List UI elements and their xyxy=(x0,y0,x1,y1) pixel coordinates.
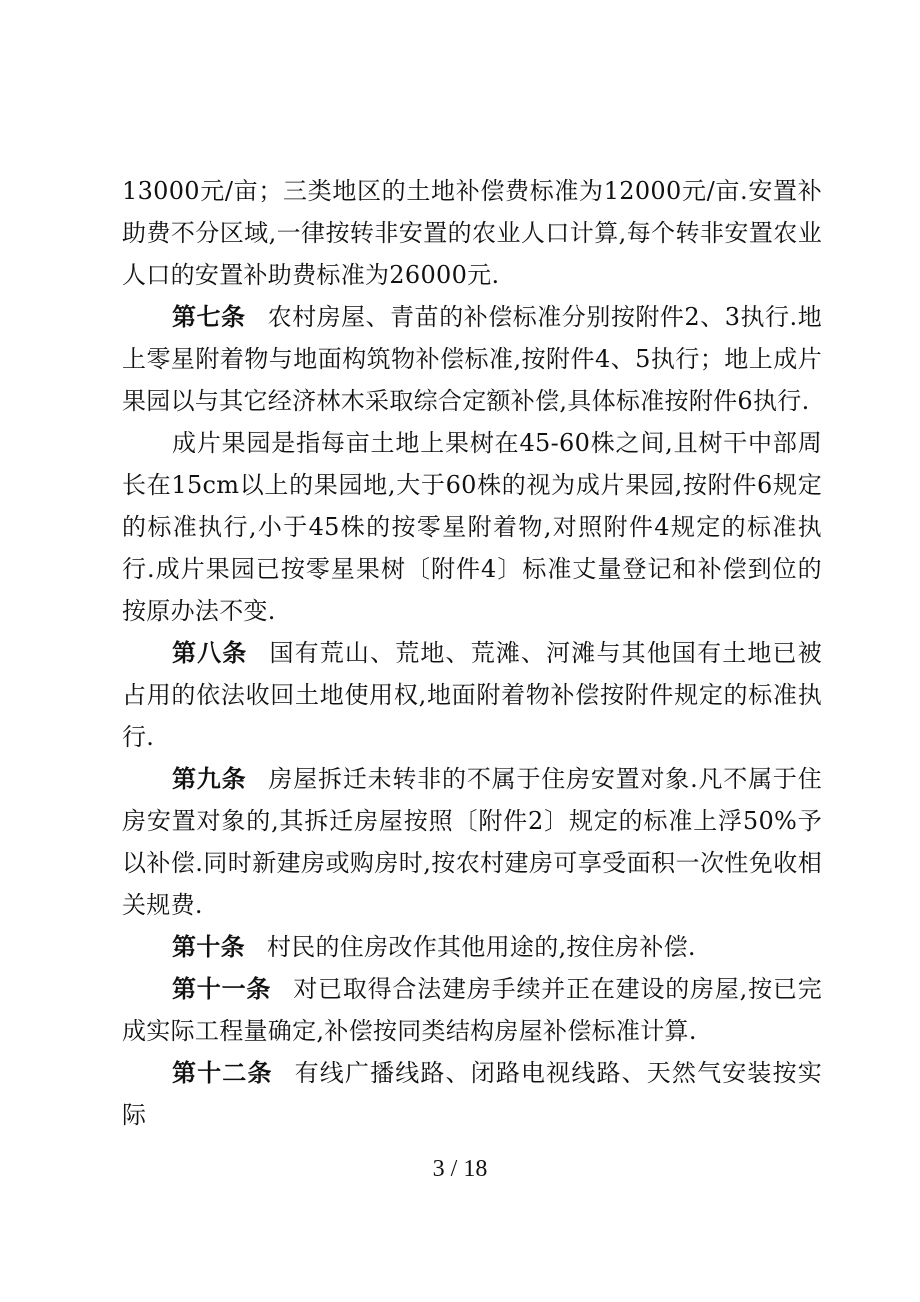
article-heading: 第十一条 xyxy=(172,975,272,1003)
article-8 xyxy=(122,632,822,758)
paragraph-text: 13000元/亩；三类地区的土地补偿费标准为12000元/亩.安置补助费不分区域,一律按转非安置的农业人口计算,每个转非安置农业人口的安置补助费标准为26000元. xyxy=(122,177,822,289)
paragraph-text: 国有荒山、荒地、荒滩、河滩与其他国有土地已被占用的依法收回土地使用权,地面附着物补偿按附件规定的标准执行. xyxy=(122,639,822,751)
orchard-definition-paragraph xyxy=(122,422,822,632)
article-heading: 第七条 xyxy=(172,303,246,331)
paragraph-text: 村民的住房改作其他用途的,按住房补偿. xyxy=(266,933,696,961)
article-10 xyxy=(122,926,822,968)
article-heading: 第十条 xyxy=(172,933,245,961)
paragraph-text: 对已取得合法建房手续并正在建设的房屋,按已完成实际工程量确定,补偿按同类结构房屋补偿标准计算. xyxy=(122,975,822,1045)
article-7 xyxy=(122,296,822,422)
paragraph-continuation xyxy=(122,170,822,296)
paragraph-text: 农村房屋、青苗的补偿标准分别按附件2、3执行.地上零星附着物与地面构筑物补偿标准,按附件4、5执行；地上成片果园以与其它经济林木采取综合定额补偿,具体标准按附件6执行. xyxy=(122,303,822,415)
article-heading: 第十二条 xyxy=(172,1059,273,1087)
article-heading: 第九条 xyxy=(172,765,247,793)
article-9 xyxy=(122,758,822,926)
paragraph-text: 成片果园是指每亩土地上果树在45-60株之间,且树干中部周长在15cm以上的果园地,大于60株的视为成片果园,按附件6规定的标准执行,小于45株的按零星附着物,对照附件4规定的标准执行.成片果园已按零星果树〔附件4〕标准丈量登记和补偿到位的按原办法不变. xyxy=(122,429,822,625)
page-number: 3 / 18 xyxy=(432,1156,488,1182)
document-body xyxy=(122,170,822,1136)
article-11 xyxy=(122,968,822,1052)
paragraph-text: 有线广播线路、闭路电视线路、天然气安装按实际 xyxy=(122,1059,822,1129)
article-heading: 第八条 xyxy=(172,639,248,667)
article-12 xyxy=(122,1052,822,1136)
paragraph-text: 房屋拆迁未转非的不属于住房安置对象.凡不属于住房安置对象的,其拆迁房屋按照〔附件2〕规定的标准上浮50%予以补偿.同时新建房或购房时,按农村建房可享受面积一次性免收相关规费. xyxy=(122,765,823,919)
